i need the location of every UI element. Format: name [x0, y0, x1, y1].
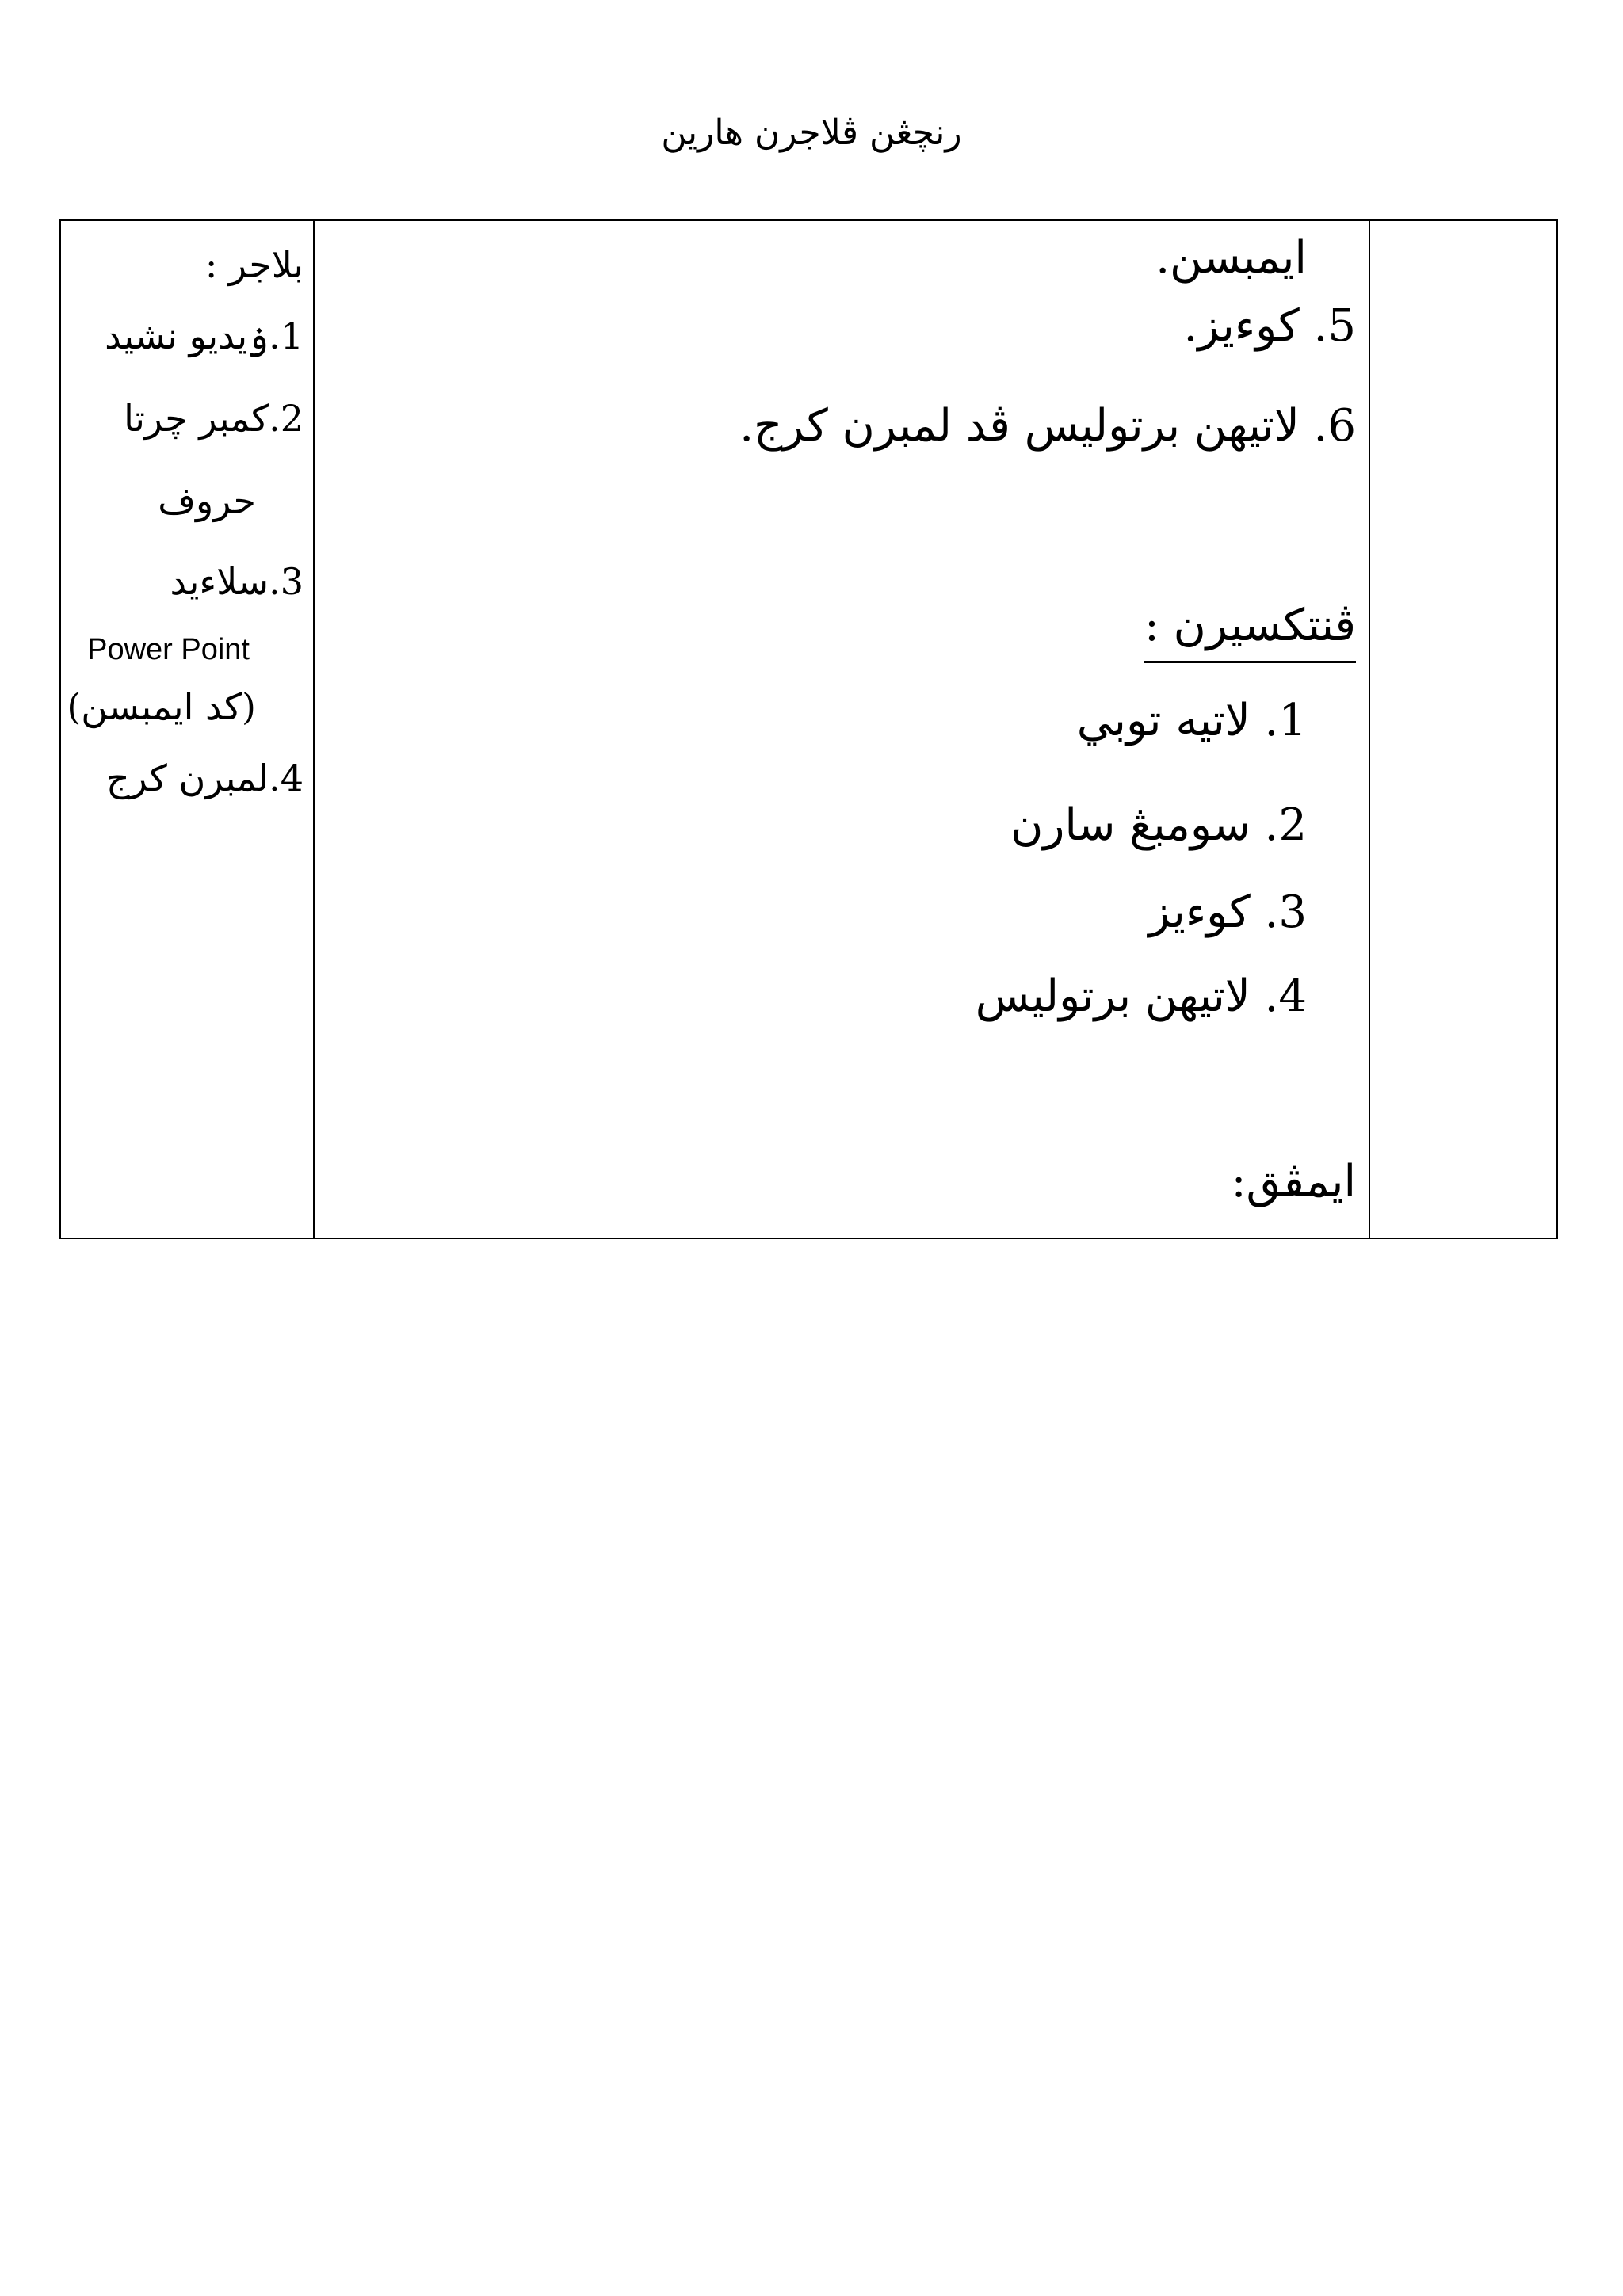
- material-item: 1.ۏيديو نشيد: [105, 315, 304, 357]
- lesson-plan-table: [59, 219, 1558, 1239]
- material-item: Power Point: [87, 633, 250, 666]
- material-item: 4.لمبرن كرج: [105, 757, 304, 799]
- content-line: 6. لاتيهن برتوليس ڤد لمبرن كرج.: [739, 400, 1356, 452]
- closing-heading: ڤنتكسيرن :: [1144, 600, 1356, 663]
- content-line: 5. كوءيز.: [1183, 300, 1356, 352]
- closing-item: 4. لاتيهن برتوليس: [975, 971, 1307, 1022]
- materials-heading: بلاجر :: [204, 243, 304, 286]
- material-item: حروف: [158, 479, 256, 522]
- page-title: رنچڠن ڤلاجرن هارين: [661, 113, 962, 153]
- closing-item: 3. كوءيز: [1148, 887, 1307, 938]
- closing-item: 2. سومبڠ سارن: [1010, 799, 1307, 851]
- material-item: 3.سلاءيد: [170, 560, 304, 603]
- material-item: 2.كمبر چرتا: [124, 397, 304, 440]
- material-item: (كد ايمبسن): [67, 685, 256, 728]
- closing-item: 1. لاتيه توبي: [1076, 695, 1307, 746]
- content-line: ايمبسن.: [1155, 232, 1307, 284]
- materials-cell: [60, 220, 314, 1238]
- table-row: [60, 220, 1557, 1238]
- impact-label: ايمڤق:: [1231, 1156, 1356, 1207]
- lesson-content-cell: [314, 220, 1369, 1238]
- stage-cell: [1369, 220, 1557, 1238]
